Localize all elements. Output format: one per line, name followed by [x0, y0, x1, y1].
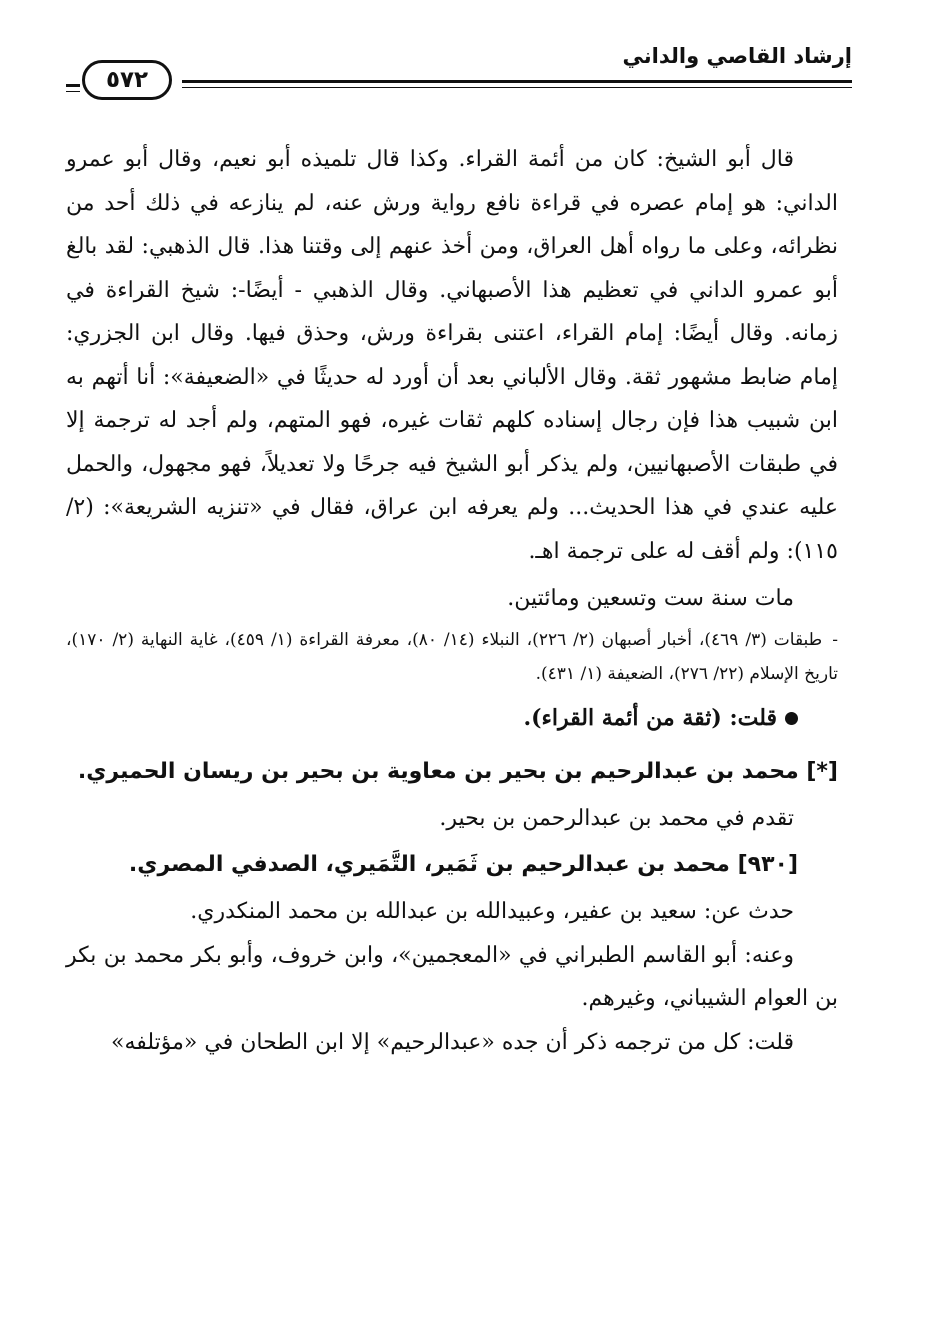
- biography-paragraph: قال أبو الشيخ: كان من أئمة القراء. وكذا قال تلميذه أبو نعيم، وقال أبو عمرو الداني: هو إمام عصره في قراءة نافع رواية ورش عنه، لم ينازعه في ذلك أحد من نظرائه، وعلى ما رواه أهل العراق، ومن أخذ عنهم إلى وقتنا هذا. قال الذهبي: لقد بالغ أبو عمرو الداني في تعظيم هذا الأصبهاني. وقال الذهبي - أيضًا-: شيخ القراءة في زمانه. وقال أيضًا: إمام القراء، اعتنى بقراءة ورش، وحذق فيها. وقال ابن الجزري: إمام ضابط مشهور ثقة. وقال الألباني بعد أن أورد له حديثًا في «الضعيفة»: أنا أتهم به ابن شبيب هذا فإن رجال إسناده كلهم ثقات غيره، فهو المتهم، ولم أجد له ترجمة إلا في طبقات الأصبهانيين، ولم يذكر أبو الشيخ فيه جرحًا ولا تعديلاً، فهو مجهول، والحمل عليه عندي في هذا الحديث... ولم يعرفه ابن عراق، فقال في «تنزيه الشريعة»: (٢/ ١١٥): ولم أقف له على ترجمة اهـ.: [66, 147, 839, 564]
- page-body: [66, 138, 838, 1064]
- narrated-from: حدث عن: سعيد بن عفير، وعبيدالله بن عبدالله بن محمد المنكدري.: [190, 899, 794, 924]
- header-rule-short: [66, 84, 80, 92]
- cross-reference-note: تقدم في محمد بن عبدالرحمن بن بحير.: [439, 805, 794, 831]
- header-rule: [182, 80, 852, 88]
- entry-heading: [٩٣٠] محمد بن عبدالرحيم بن ثَمَير، التَّمَيري، الصدفي المصري.: [128, 852, 798, 877]
- verdict-text: قلت: (ثقة من أئمة القراء).: [523, 704, 777, 731]
- author-remark: قلت: كل من ترجمه ذكر أن جده «عبدالرحيم» إلا ابن الطحان في «مؤتلفه»: [110, 1029, 794, 1055]
- references-list: [66, 623, 838, 691]
- page-header: [66, 40, 852, 106]
- references-text: طبقات (٣/ ٤٦٩)، أخبار أصبهان (٢/ ٢٢٦)، النبلاء (١٤/ ٨٠)، معرفة القراءة (١/ ٤٥٩)، غاية النهاية (٢/ ١٧٠)، تاريخ الإسلام (٢٢/ ٢٧٦)، الضعيفة (١/ ٤٣١).: [66, 629, 838, 684]
- entry-heading: [*] محمد بن عبدالرحيم بن بحير بن معاوية بن بحير بن ريسان الحميري.: [77, 758, 838, 784]
- running-title: إرشاد القاصي والداني: [622, 44, 852, 68]
- page-number: ٥٧٢: [82, 60, 172, 100]
- bullet-icon: [785, 712, 798, 725]
- narrators-list: وعنه: أبو القاسم الطبراني في «المعجمين»، وابن خروف، وأبو بكر محمد بن بكر بن العوام الشيباني، وغيرهم.: [66, 942, 838, 1011]
- references-dash: -: [832, 629, 838, 650]
- death-statement: مات سنة ست وتسعين ومائتين.: [507, 586, 794, 611]
- verdict-line: [66, 697, 838, 739]
